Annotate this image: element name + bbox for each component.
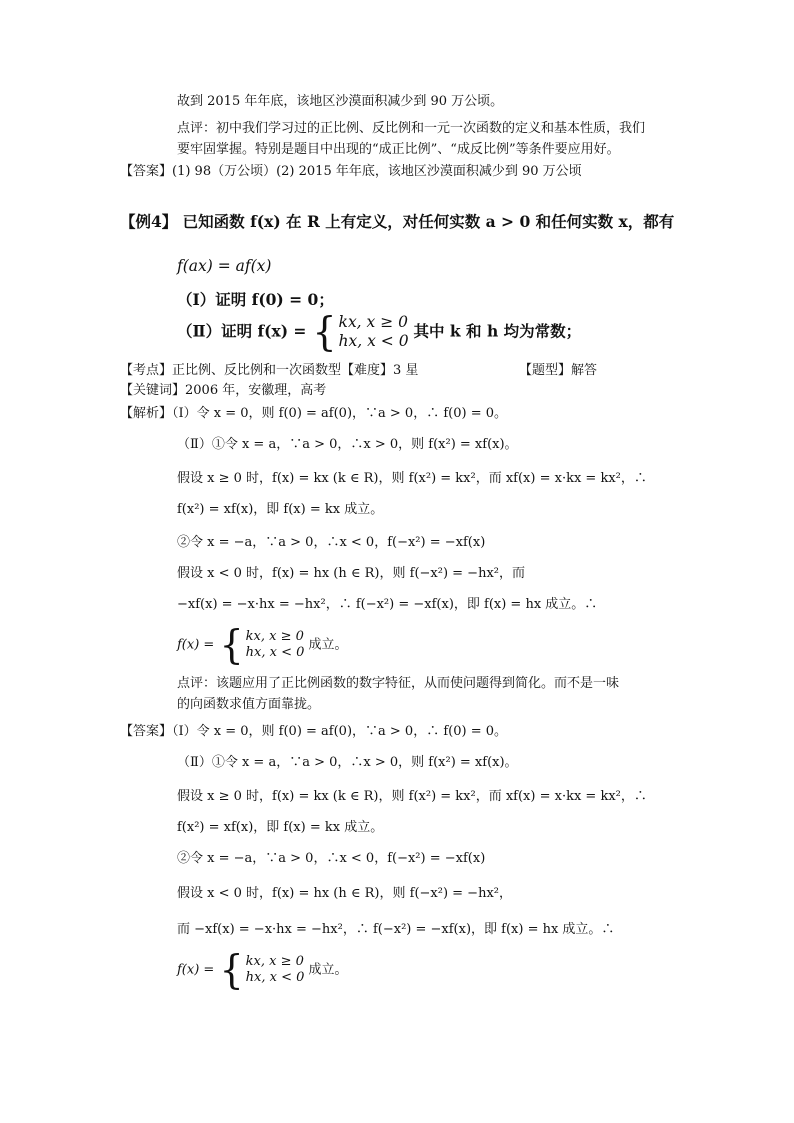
solution-line: 假设 x ≥ 0 时，f(x) = kx (k ∈ R)，则 f(x²) = kx²，而 xf(x) = x·kx = kx²，∴ xyxy=(177,471,647,486)
part-two-label: （Ⅱ）证明 f(x) = xyxy=(177,321,307,341)
part-one: （Ⅰ）证明 f(0) = 0； xyxy=(177,290,334,309)
answer-line: 【答案】(1) 98（万公顷）(2) 2015 年年底，该地区沙漠面积减少到 90 万公顷 xyxy=(120,164,582,179)
piecewise-tail: 成立。 xyxy=(308,962,348,978)
answer-line: 而 −xf(x) = −x·hx = −hx²，∴ f(−x²) = −xf(x)，即 f(x) = hx 成立。∴ xyxy=(177,922,615,937)
topic-line: 【考点】正比例、反比例和一次函数型【难度】3 星 xyxy=(120,363,419,378)
equation-line: f(ax) = af(x) xyxy=(177,257,272,275)
answer-line: 假设 x ≥ 0 时，f(x) = kx (k ∈ R)，则 f(x²) = kx²，而 xf(x) = x·kx = kx²，∴ xyxy=(177,789,647,804)
solution-line: −xf(x) = −x·hx = −hx²，∴ f(−x²) = −xf(x)，即 f(x) = hx 成立。∴ xyxy=(177,597,598,612)
answer-line: （Ⅱ）①令 x = a，∵a > 0，∴x > 0，则 f(x²) = xf(x)。 xyxy=(177,755,518,770)
solution-line: 假设 x < 0 时，f(x) = hx (h ∈ R)，则 f(−x²) = −hx²，而 xyxy=(177,566,525,581)
left-brace: { xyxy=(219,946,244,994)
answer-line: 假设 x < 0 时，f(x) = hx (h ∈ R)，则 f(−x²) = −hx²， xyxy=(177,886,512,901)
text-line: 故到 2015 年年底，该地区沙漠面积减少到 90 万公顷。 xyxy=(177,94,504,109)
part-two xyxy=(177,309,582,356)
answer-piecewise xyxy=(177,946,348,994)
case-negative: hx, x < 0 xyxy=(245,970,305,985)
keyword-line: 【关键词】2006 年，安徽理，高考 xyxy=(120,383,327,398)
remark-line: 的向函数求值方面靠拢。 xyxy=(177,697,321,712)
piecewise-brace xyxy=(218,621,305,669)
left-brace: { xyxy=(312,309,337,356)
left-brace: { xyxy=(219,621,244,669)
solution-line: 【解析】（Ⅰ）令 x = 0，则 f(0) = af(0)，∵a > 0，∴ f(0) = 0。 xyxy=(120,406,507,421)
case-positive: kx, x ≥ 0 xyxy=(245,953,304,969)
remark-line: 点评：该题应用了正比例函数的数字特征，从而使问题得到简化。而不是一味 xyxy=(177,676,620,691)
solution-line: f(x²) = xf(x)，即 f(x) = kx 成立。 xyxy=(177,502,384,517)
piecewise-brace xyxy=(311,309,409,356)
type-line: 【题型】解答 xyxy=(519,363,598,378)
case-positive: kx, x ≥ 0 xyxy=(245,628,304,644)
piecewise-brace xyxy=(218,946,305,994)
piecewise-lhs: f(x) = xyxy=(177,962,215,978)
solution-line: （Ⅱ）①令 x = a，∵a > 0，∴x > 0，则 f(x²) = xf(x)。 xyxy=(177,437,518,452)
answer-line: ②令 x = −a，∵a > 0，∴x < 0，f(−x²) = −xf(x) xyxy=(177,851,486,866)
piecewise-tail: 成立。 xyxy=(308,637,348,653)
case-positive: kx, x ≥ 0 xyxy=(338,313,408,331)
piecewise-lhs: f(x) = xyxy=(177,637,215,653)
solution-line: ②令 x = −a，∵a > 0，∴x < 0，f(−x²) = −xf(x) xyxy=(177,535,486,550)
example-heading: 【例4】 已知函数 f(x) 在 R 上有定义，对任何实数 a > 0 和任何实数 x，都有 xyxy=(120,212,675,231)
case-negative: hx, x < 0 xyxy=(245,645,305,660)
part-two-note: 其中 k 和 h 均为常数； xyxy=(413,321,582,341)
remark-line: 要牢固掌握。特别是题目中出现的“成正比例”、“成反比例”等条件要应用好。 xyxy=(177,142,620,157)
solution-piecewise xyxy=(177,621,348,669)
answer-line: 【答案】（Ⅰ）令 x = 0，则 f(0) = af(0)，∵a > 0，∴ f(0) = 0。 xyxy=(120,724,507,739)
remark-line: 点评：初中我们学习过的正比例、反比例和一元一次函数的定义和基本性质，我们 xyxy=(177,121,646,136)
answer-line: f(x²) = xf(x)，即 f(x) = kx 成立。 xyxy=(177,820,384,835)
case-negative: hx, x < 0 xyxy=(338,332,409,351)
